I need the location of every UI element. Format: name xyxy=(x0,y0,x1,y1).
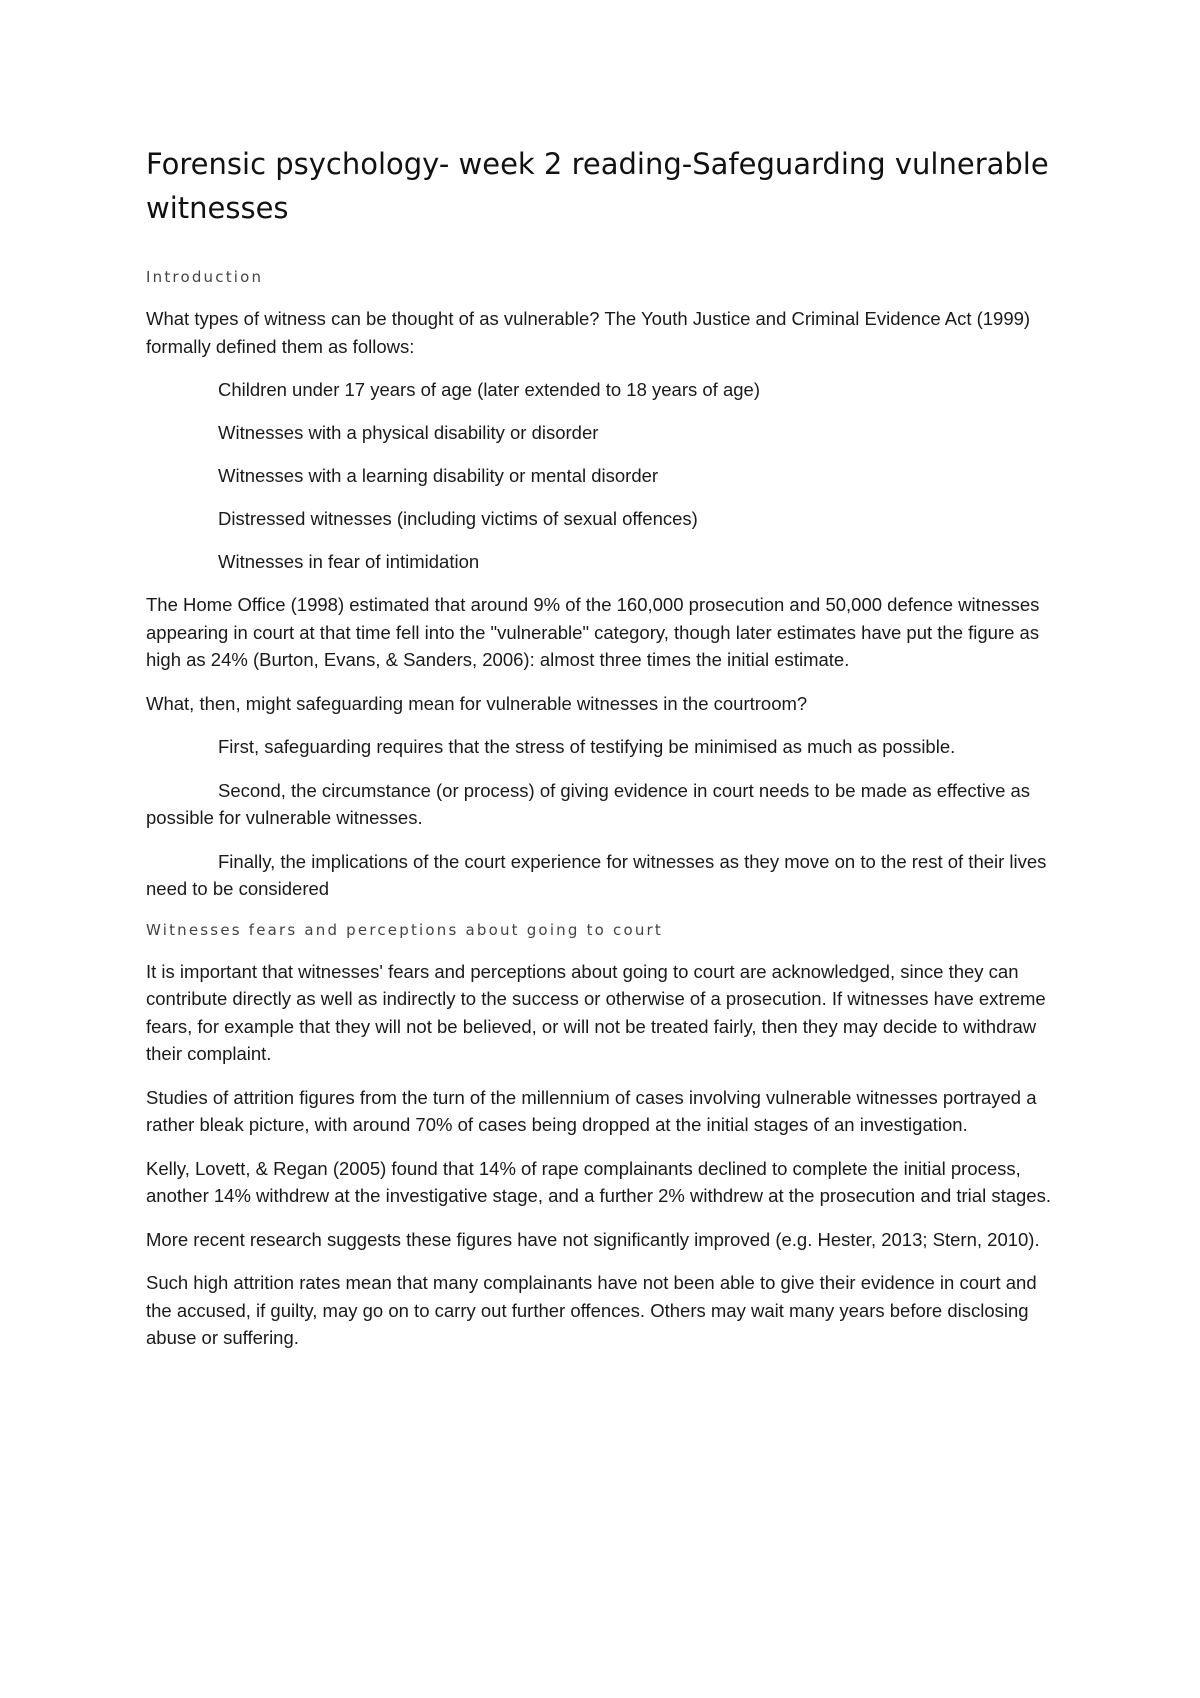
paragraph: Second, the circumstance (or process) of giving evidence in court needs to be made as effective as possible for vulnerable witnesses. xyxy=(146,779,1031,828)
paragraph: More recent research suggests these figures have not significantly improved (e.g. Hester, 2013; Stern, 2010). xyxy=(146,1228,1040,1250)
list-item: Witnesses with a physical disability or disorder xyxy=(218,422,599,443)
paragraph: Kelly, Lovett, & Regan (2005) found that 14% of rape complainants declined to complete the initial process, another 14% withdrew at the investigative stage, and a further 2% withdrew at the prosecution and trial stages. xyxy=(146,1157,1051,1206)
paragraph: First, safeguarding requires that the stress of testifying be minimised as much as possible. xyxy=(218,736,956,757)
paragraph: Such high attrition rates mean that many complainants have not been able to give their evidence in court and the accused, if guilty, may go on to carry out further offences. Others may wait many years before disclosing abuse or suffering. xyxy=(146,1272,1037,1348)
document-title: Forensic psychology- week 2 reading-Safeguarding vulnerable witnesses xyxy=(146,147,1049,225)
list-item: Distressed witnesses (including victims of sexual offences) xyxy=(218,508,698,529)
document-page xyxy=(146,142,1066,1368)
paragraph: It is important that witnesses' fears and perceptions about going to court are acknowledged, since they can contribute directly as well as indirectly to the success or otherwise of a prosecution. If witnesses have extreme fears, for example that they will not be believed, or will not be treated fairly, then they may decide to withdraw their complaint. xyxy=(146,960,1046,1064)
paragraph: Finally, the implications of the court experience for witnesses as they move on to the rest of their lives need to be considered xyxy=(146,850,1047,899)
vulnerable-witness-list xyxy=(146,376,1066,576)
paragraph: What types of witness can be thought of as vulnerable? The Youth Justice and Criminal Evidence Act (1999) formally defined them as follows: xyxy=(146,308,1031,357)
section-heading-witness-fears: Witnesses fears and perceptions about going to court xyxy=(146,920,663,939)
section-heading-introduction: Introduction xyxy=(146,268,264,286)
list-item: Witnesses with a learning disability or mental disorder xyxy=(218,465,659,486)
paragraph: Studies of attrition figures from the turn of the millennium of cases involving vulnerable witnesses portrayed a rather bleak picture, with around 70% of cases being dropped at the initial stages of an investigation. xyxy=(146,1086,1037,1135)
paragraph: What, then, might safeguarding mean for vulnerable witnesses in the courtroom? xyxy=(146,692,808,714)
list-item: Witnesses in fear of intimidation xyxy=(218,551,480,572)
list-item: Children under 17 years of age (later extended to 18 years of age) xyxy=(218,379,760,400)
paragraph: The Home Office (1998) estimated that around 9% of the 160,000 prosecution and 50,000 defence witnesses appearing in court at that time fell into the "vulnerable" category, though later estimates have put the figure as high as 24% (Burton, Evans, & Sanders, 2006): almost three times the initial estimate. xyxy=(146,594,1040,670)
